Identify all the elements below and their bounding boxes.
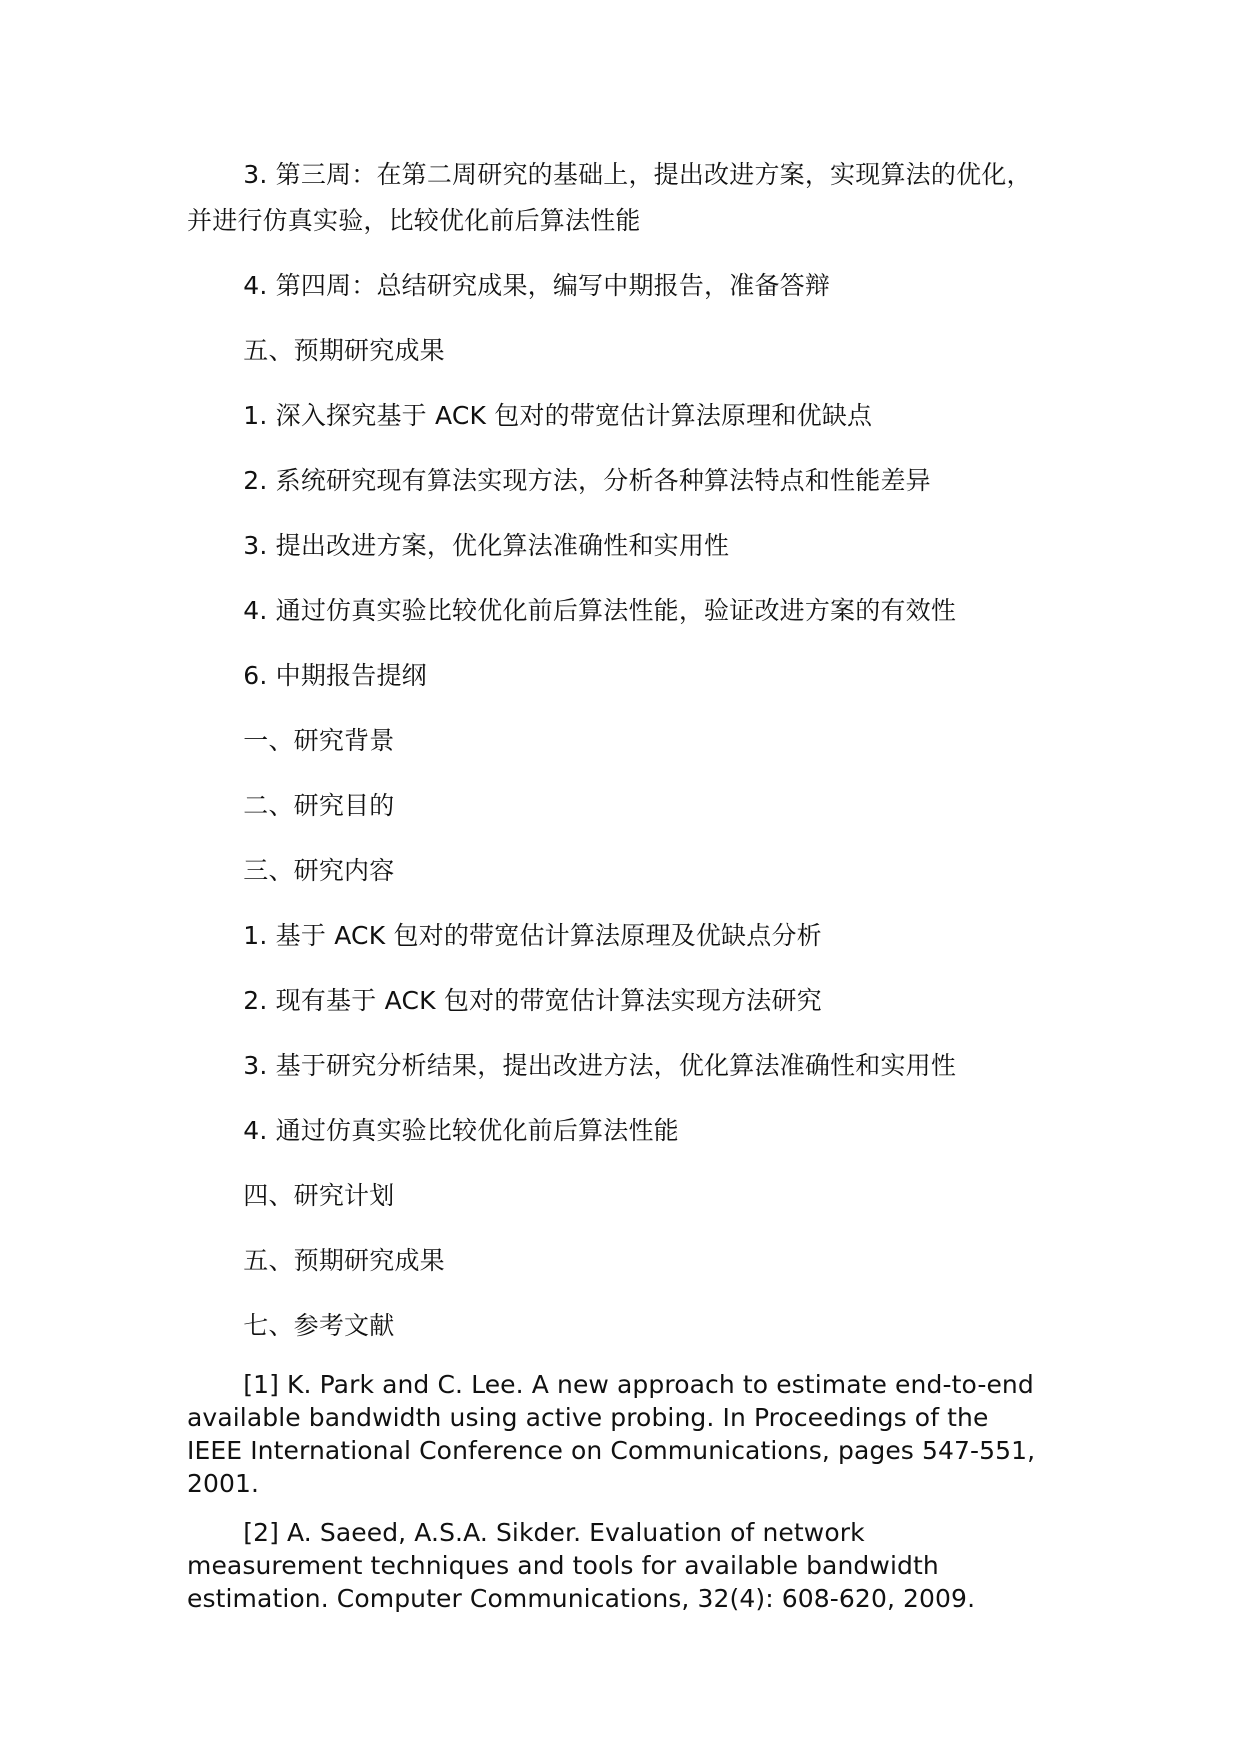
- reference-item: [2] A. Saeed, A.S.A. Sikder. Evaluation of network measurement techniques and tools for available bandwidth estimation. Computer Communications, 32(4): 608-620, 2009.: [187, 1518, 976, 1613]
- outline-heading-plan: 四、研究计划: [243, 1181, 395, 1210]
- outline-content-item: 3. 基于研究分析结果，提出改进方法，优化算法准确性和实用性: [243, 1051, 957, 1080]
- outline-content-item: 1. 基于 ACK 包对的带宽估计算法原理及优缺点分析: [243, 921, 822, 950]
- reference-item: [1] K. Park and C. Lee. A new approach to estimate end-to-end available bandwidth using active probing. In Proceedings of the IEEE International Conference on Communications, pages 547-551, 2001.: [187, 1370, 1036, 1498]
- week-four-plan: 4. 第四周：总结研究成果，编写中期报告，准备答辩: [243, 271, 831, 300]
- outline-heading-expected-results: 五、预期研究成果: [243, 1246, 445, 1275]
- expected-result-item: 4. 通过仿真实验比较优化前后算法性能，验证改进方案的有效性: [243, 596, 957, 625]
- section-heading-expected-results: 五、预期研究成果: [243, 336, 445, 365]
- outline-content-item: 4. 通过仿真实验比较优化前后算法性能: [243, 1116, 679, 1145]
- expected-result-item: 1. 深入探究基于 ACK 包对的带宽估计算法原理和优缺点: [243, 401, 873, 430]
- week-three-plan: 3. 第三周：在第二周研究的基础上，提出改进方案，实现算法的优化，并进行仿真实验，比较优化前后算法性能: [187, 160, 1032, 235]
- outline-heading-content: 三、研究内容: [243, 856, 395, 885]
- outline-heading-purpose: 二、研究目的: [243, 791, 395, 820]
- expected-result-item: 3. 提出改进方案，优化算法准确性和实用性: [243, 531, 730, 560]
- expected-result-item: 2. 系统研究现有算法实现方法，分析各种算法特点和性能差异: [243, 466, 931, 495]
- document-body: [187, 152, 1047, 1631]
- outline-heading-background: 一、研究背景: [243, 726, 395, 755]
- reference-list: [187, 1368, 1047, 1615]
- section-heading-references: 七、参考文献: [243, 1311, 395, 1340]
- outline-content-item: 2. 现有基于 ACK 包对的带宽估计算法实现方法研究: [243, 986, 822, 1015]
- section-heading-midterm-outline: 6. 中期报告提纲: [243, 661, 427, 690]
